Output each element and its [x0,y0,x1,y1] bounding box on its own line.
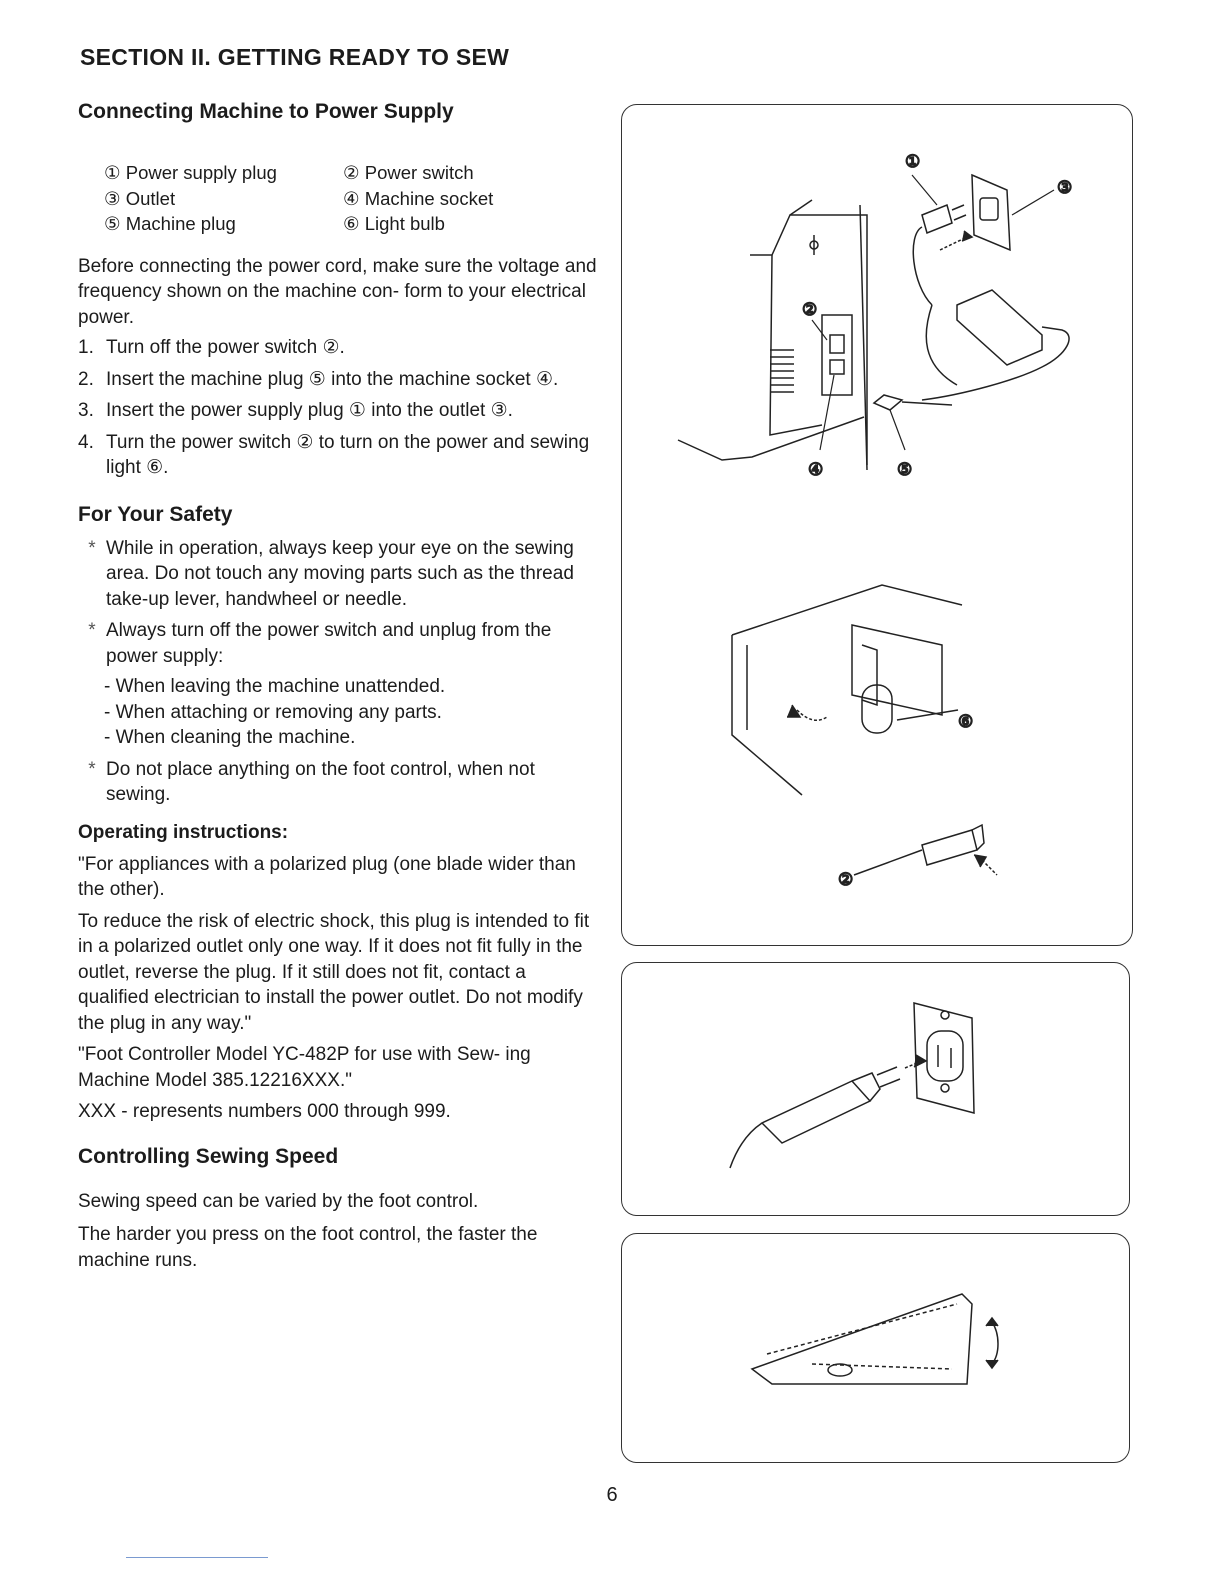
step-number: 1. [78,337,94,358]
step-text: Turn the power switch ② to turn on the power and sewing light ⑥. [106,431,590,478]
bullet-text: Do not place anything on the foot control, when not sewing. [106,758,535,805]
power-switch-illustration [854,825,997,875]
step-item [78,367,598,393]
figure-foot-control [621,1233,1130,1463]
connecting-heading: Connecting Machine to Power Supply [78,100,454,123]
step-item [78,398,598,424]
safety-bullet [78,536,598,613]
parts-list [104,160,598,237]
step-item [78,430,598,481]
step-item [78,335,598,361]
foot-control-side-illustration [752,1294,998,1384]
figure-connection-diagram [621,104,1133,946]
safety-list [78,536,598,670]
figure-polarized-plug [621,962,1130,1216]
polarized-plug-illustration [730,1055,926,1168]
step-text: Turn off the power switch ②. [106,337,345,358]
bullet-text: Always turn off the power switch and unplug from the power supply: [106,620,552,667]
operating-paragraph: "Foot Controller Model YC-482P for use with Sew- ing Machine Model 385.12216XXX." [78,1044,531,1091]
section-title: SECTION II. GETTING READY TO SEW [80,44,510,70]
footer-rule [126,1557,268,1558]
connecting-intro: Before connecting the power cord, make sure the voltage and frequency shown on the machine con- form to your electrical power. [78,255,597,328]
safety-heading: For Your Safety [78,502,233,526]
speed-heading: Controlling Sewing Speed [78,1144,339,1168]
label-machine-plug: ⑤ [897,460,913,480]
bullet-mark: * [88,758,96,780]
safety-sub-item: - When cleaning the machine. [104,727,356,748]
part-outlet: ③ Outlet [104,187,176,209]
light-bulb-illustration [732,585,962,795]
safety-sub-item: - When attaching or removing any parts. [104,701,442,723]
safety-list-2 [78,757,598,808]
label-outlet: ③ [1057,178,1073,198]
safety-sub-item: - When leaving the machine unattended. [104,676,446,697]
step-number: 3. [78,400,94,421]
foot-control-illustration [874,290,1069,410]
left-column [78,100,598,1273]
connecting-steps [78,335,598,481]
wall-outlet-illustration [972,175,1010,250]
safety-bullet [78,757,598,808]
plug-cord-illustration [913,205,972,305]
part-machine-plug: ⑤ Machine plug [104,213,236,234]
bullet-text: While in operation, always keep your eye on the sewing area. Do not touch any moving parts such as the thread take-up lever, handwheel or needle. [106,537,574,610]
speed-paragraph: Sewing speed can be varied by the foot control. [78,1190,479,1212]
speed-paragraph: The harder you press on the foot control, the faster the machine runs. [78,1224,538,1271]
operating-paragraph: "For appliances with a polarized plug (one blade wider than the other). [78,853,576,900]
bullet-mark: * [88,537,96,559]
step-number: 4. [78,431,94,453]
step-text: Insert the machine plug ⑤ into the machine socket ④. [106,368,559,390]
polarized-outlet-illustration [914,1003,974,1113]
safety-sub-list [78,674,598,751]
part-light-bulb: ⑥ Light bulb [343,213,445,234]
safety-bullet [78,618,598,669]
label-machine-socket: ④ [808,460,824,480]
part-power-switch: ② Power switch [343,162,474,183]
step-text: Insert the power supply plug ① into the outlet ③. [106,400,513,421]
label-power-switch-closeup: ② [838,870,854,890]
operating-heading: Operating instructions: [78,821,289,843]
step-number: 2. [78,368,94,390]
label-light-bulb: ⑥ [958,712,974,732]
operating-paragraph: To reduce the risk of electric shock, this plug is intended to fit in a polarized outlet only one way. If it does not fit fully in the outlet, reverse the plug. If it still does not fit, contact a qualified electrician to install the power outlet. Do not modify the plug in any way." [78,910,590,1034]
part-machine-socket: ④ Machine socket [343,187,494,209]
bullet-mark: * [88,620,96,641]
machine-side-illustration [678,200,867,470]
part-power-supply-plug: ① Power supply plug [104,162,277,183]
label-power-supply-plug: ① [905,152,921,172]
label-power-switch: ② [802,300,818,320]
operating-paragraph: XXX - represents numbers 000 through 999. [78,1101,451,1122]
page-number: 6 [606,1484,618,1506]
